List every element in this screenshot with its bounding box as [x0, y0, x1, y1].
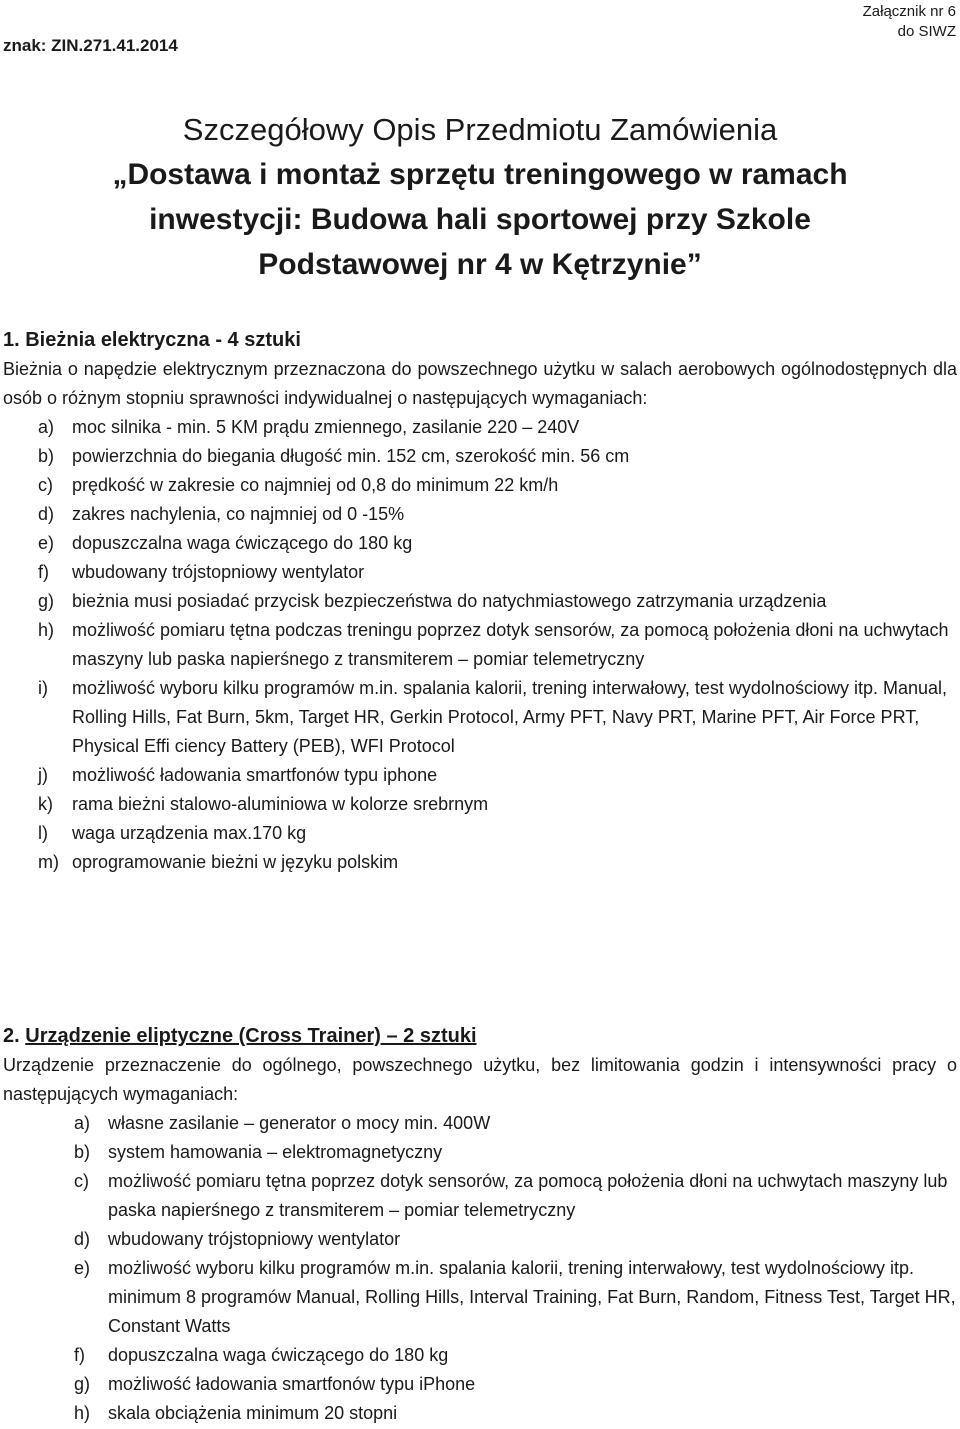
list-item-text: oprogramowanie bieżni w języku polskim — [72, 852, 399, 872]
list-item — [3, 1109, 957, 1138]
list-marker: g) — [74, 1374, 91, 1394]
list-marker: b) — [38, 446, 55, 466]
list-item-text: wbudowany trójstopniowy wentylator — [108, 1229, 401, 1249]
list-marker: g) — [38, 591, 55, 611]
list-marker: h) — [74, 1403, 91, 1423]
section-intro: Urządzenie przeznaczenie do ogólnego, powszechnego użytku, bez limitowania godzin i intensywności pracy o następujących wymaganiach: — [3, 1055, 957, 1104]
title-line-3: inwestycji: Budowa hali sportowej przy Szkole — [149, 203, 811, 236]
list-marker: f) — [74, 1345, 85, 1365]
section-treadmill — [3, 326, 957, 877]
list-item — [3, 1399, 957, 1428]
list-item — [3, 848, 957, 877]
section-cross-trainer — [3, 1022, 957, 1428]
list-item — [3, 413, 957, 442]
list-item — [3, 1341, 957, 1370]
list-marker: j) — [38, 765, 48, 785]
title-line-2: „Dostawa i montaż sprzętu treningowego w ramach — [112, 158, 848, 191]
list-item — [3, 1370, 957, 1399]
list-marker: c) — [38, 475, 53, 495]
section-heading-text: Urządzenie eliptyczne (Cross Trainer) – 2 sztuki — [25, 1025, 477, 1047]
list-marker: e) — [38, 533, 55, 553]
list-marker: m) — [38, 852, 59, 872]
list-marker: f) — [38, 562, 49, 582]
list-marker: b) — [74, 1142, 91, 1162]
title-line-4: Podstawowej nr 4 w Kętrzynie” — [258, 248, 702, 281]
list-item — [3, 558, 957, 587]
list-item-text: rama bieżni stalowo-aluminiowa w kolorze srebrnym — [72, 794, 489, 814]
document-title — [0, 108, 960, 287]
list-item-text: waga urządzenia max.170 kg — [72, 823, 307, 843]
section-number: 2. — [3, 1025, 26, 1047]
title-line-1: Szczegółowy Opis Przedmiotu Zamówienia — [182, 112, 778, 147]
list-item — [3, 587, 957, 616]
list-marker: e) — [74, 1258, 91, 1278]
list-item-text: bieżnia musi posiadać przycisk bezpieczeństwa do natychmiastowego zatrzymania urządzenia — [72, 591, 827, 611]
list-item-text: możliwość ładowania smartfonów typu iphone — [72, 765, 438, 785]
list-item-text: możliwość pomiaru tętna poprzez dotyk sensorów, za pomocą położenia dłoni na uchwytach maszyny lub paska napierśnego z transmiterem – pomiar telemetryczny — [108, 1171, 948, 1220]
list-item — [3, 616, 957, 674]
list-item-text: możliwość wyboru kilku programów m.in. spalania kalorii, trening interwałowy, test wydolnościowy itp. minimum 8 programów Manual, Rolling Hills, Interval Training, Fat Burn, Random, Fitness Test, Target HR, Constant Watts — [108, 1258, 956, 1336]
list-item — [3, 1167, 957, 1225]
list-marker: a) — [38, 417, 55, 437]
list-marker: i) — [38, 678, 48, 698]
list-item-text: dopuszczalna waga ćwiczącego do 180 kg — [108, 1345, 449, 1365]
list-item — [3, 819, 957, 848]
list-item — [3, 529, 957, 558]
list-item — [3, 761, 957, 790]
list-item-text: system hamowania – elektromagnetyczny — [108, 1142, 443, 1162]
list-item-text: możliwość wyboru kilku programów m.in. spalania kalorii, trening interwałowy, test wydolnościowy itp. Manual, Rolling Hills, Fat Burn, 5km, Target HR, Gerkin Protocol, Army PFT, Navy PRT, Marine PFT, Air Force PRT, Physical Effi ciency Battery (PEB), WFI Protocol — [72, 678, 948, 756]
list-marker: l) — [38, 823, 48, 843]
list-item-text: możliwość pomiaru tętna podczas treningu poprzez dotyk sensorów, za pomocą położenia dłoni na uchwytach maszyny lub paska napierśnego z transmiterem – pomiar telemetryczny — [72, 620, 949, 669]
list-marker: a) — [74, 1113, 91, 1133]
annex-line-2: do SIWZ — [897, 23, 956, 40]
list-marker: k) — [38, 794, 53, 814]
list-item-text: powierzchnia do biegania długość min. 152 cm, szerokość min. 56 cm — [72, 446, 630, 466]
section-heading: 1. Bieżnia elektryczna - 4 sztuki — [3, 329, 301, 351]
requirements-list — [3, 413, 957, 877]
annex-line-1: Załącznik nr 6 — [862, 3, 956, 20]
list-marker: d) — [38, 504, 55, 524]
list-item-text: zakres nachylenia, co najmniej od 0 -15% — [72, 504, 405, 524]
list-item-text: skala obciążenia minimum 20 stopni — [108, 1403, 398, 1423]
list-item-text: własne zasilanie – generator o mocy min. 400W — [108, 1113, 491, 1133]
list-item — [3, 500, 957, 529]
list-item — [3, 674, 957, 761]
section-heading — [3, 1022, 957, 1051]
list-item-text: moc silnika - min. 5 KM prądu zmiennego, zasilanie 220 – 240V — [72, 417, 580, 437]
list-item — [3, 442, 957, 471]
list-item-text: możliwość ładowania smartfonów typu iPhone — [108, 1374, 476, 1394]
list-item-text: wbudowany trójstopniowy wentylator — [72, 562, 365, 582]
list-marker: c) — [74, 1171, 89, 1191]
list-item-text: dopuszczalna waga ćwiczącego do 180 kg — [72, 533, 413, 553]
list-marker: h) — [38, 620, 55, 640]
annex-label — [863, 2, 956, 42]
list-marker: d) — [74, 1229, 91, 1249]
list-item — [3, 1138, 957, 1167]
list-item — [3, 471, 957, 500]
section-intro: Bieżnia o napędzie elektrycznym przeznaczona do powszechnego użytku w salach aerobowych ogólnodostępnych dla osób o różnym stopniu sprawności indywidualnej o następujących wymaganiach: — [3, 359, 957, 408]
reference-number: znak: ZIN.271.41.2014 — [3, 36, 178, 55]
list-item — [3, 790, 957, 819]
list-item — [3, 1225, 957, 1254]
requirements-list — [3, 1109, 957, 1428]
list-item — [3, 1254, 957, 1341]
list-item-text: prędkość w zakresie co najmniej od 0,8 do minimum 22 km/h — [72, 475, 559, 495]
